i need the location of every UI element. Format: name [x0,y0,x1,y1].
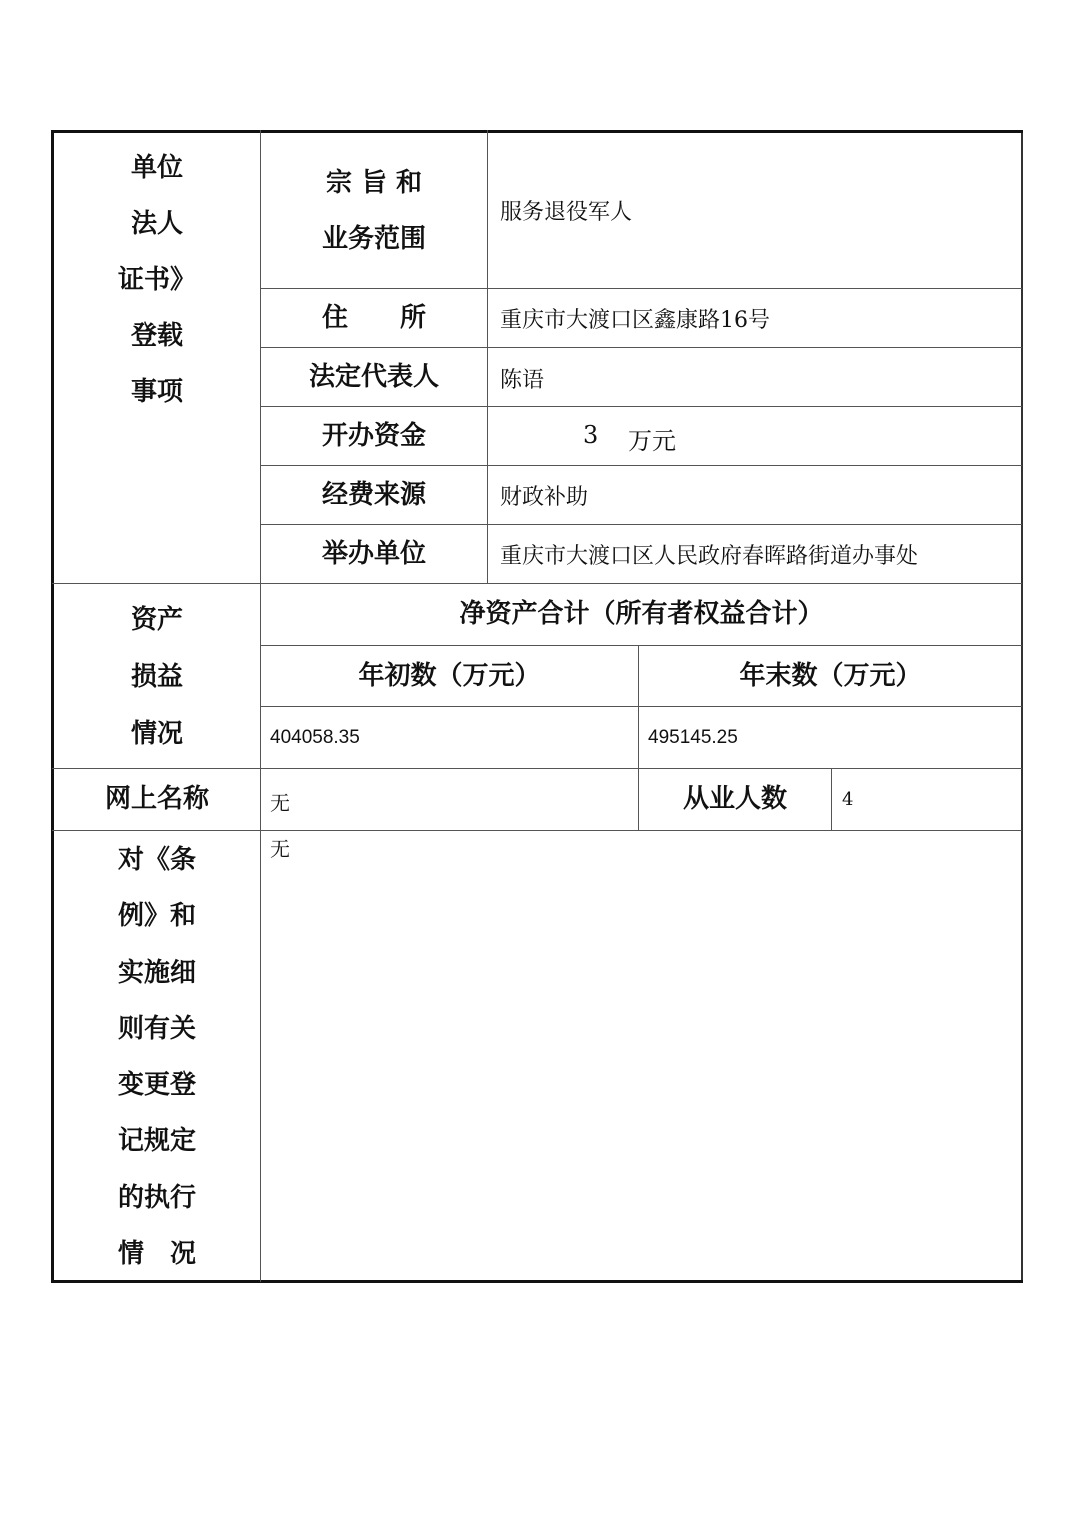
funding-label: 经费来源 [321,480,426,510]
registration-section-label-line: 证书》 [117,265,196,295]
compliance-label-line: 变更登 [117,1070,196,1101]
legal-rep-label: 法定代表人 [308,362,439,392]
begin-year-value: 404058.35 [270,727,360,748]
compliance-label-line: 情 况 [117,1239,196,1270]
table-top-border [51,130,1023,133]
section-divider-compliance [52,830,1022,831]
sponsor-label: 举办单位 [321,539,426,569]
capital-amount: 3 [583,421,599,449]
compliance-label-line: 实施细 [117,957,196,988]
purpose-label [261,155,487,267]
compliance-label-line: 则有关 [117,1013,196,1044]
assets-section-label [54,592,260,763]
row-divider-1 [260,288,1022,289]
sponsor-value: 重庆市大渡口区人民政府春晖路街道办事处 [500,544,919,569]
registration-section-label-line: 单位 [130,153,183,183]
online-name-label: 网上名称 [104,784,209,814]
staff-count-value: 4 [842,789,854,810]
compliance-label-line: 的执行 [117,1182,196,1213]
funding-value: 财政补助 [500,485,589,510]
row-divider-4 [260,465,1022,466]
compliance-label-line: 记规定 [117,1126,196,1157]
row-divider-2 [260,347,1022,348]
purpose-label-line: 业务范围 [321,224,426,254]
assets-section-label-line: 损益 [130,662,183,692]
legal-rep-value: 陈语 [500,368,545,393]
assets-section-label-line: 资产 [130,605,183,635]
registration-section-label-line: 法人 [130,209,183,239]
begin-year-label: 年初数（万元） [358,661,541,691]
section-divider-assets [52,583,1022,584]
compliance-value: 无 [270,837,290,861]
compliance-label-line: 例》和 [117,901,196,932]
section-divider-online [52,768,1022,769]
registration-section-label [54,140,260,420]
staff-count-label: 从业人数 [682,784,787,814]
compliance-label [54,832,260,1282]
compliance-label-line: 对《条 [117,845,196,875]
end-year-label: 年末数（万元） [739,661,922,691]
address-value: 重庆市大渡口区鑫康路16号 [500,308,770,333]
registration-section-label-line: 事项 [130,377,183,407]
end-year-value: 495145.25 [648,727,738,748]
row-divider-assets-labels [260,706,1022,707]
net-assets-header: 净资产合计（所有者权益合计） [459,599,824,629]
address-label: 住 所 [321,303,426,333]
purpose-value: 服务退役军人 [500,200,633,225]
col-divider-value [487,130,488,584]
assets-section-label-line: 情况 [130,719,183,749]
registration-section-label-line: 登载 [130,321,183,351]
row-divider-5 [260,524,1022,525]
capital-unit: 万元 [628,427,676,455]
row-divider-3 [260,406,1022,407]
capital-label: 开办资金 [321,421,426,451]
col-divider-staff [831,768,832,830]
row-divider-assets-header [260,645,1022,646]
online-name-value: 无 [270,791,290,815]
purpose-label-line: 宗 旨 和 [325,168,423,198]
